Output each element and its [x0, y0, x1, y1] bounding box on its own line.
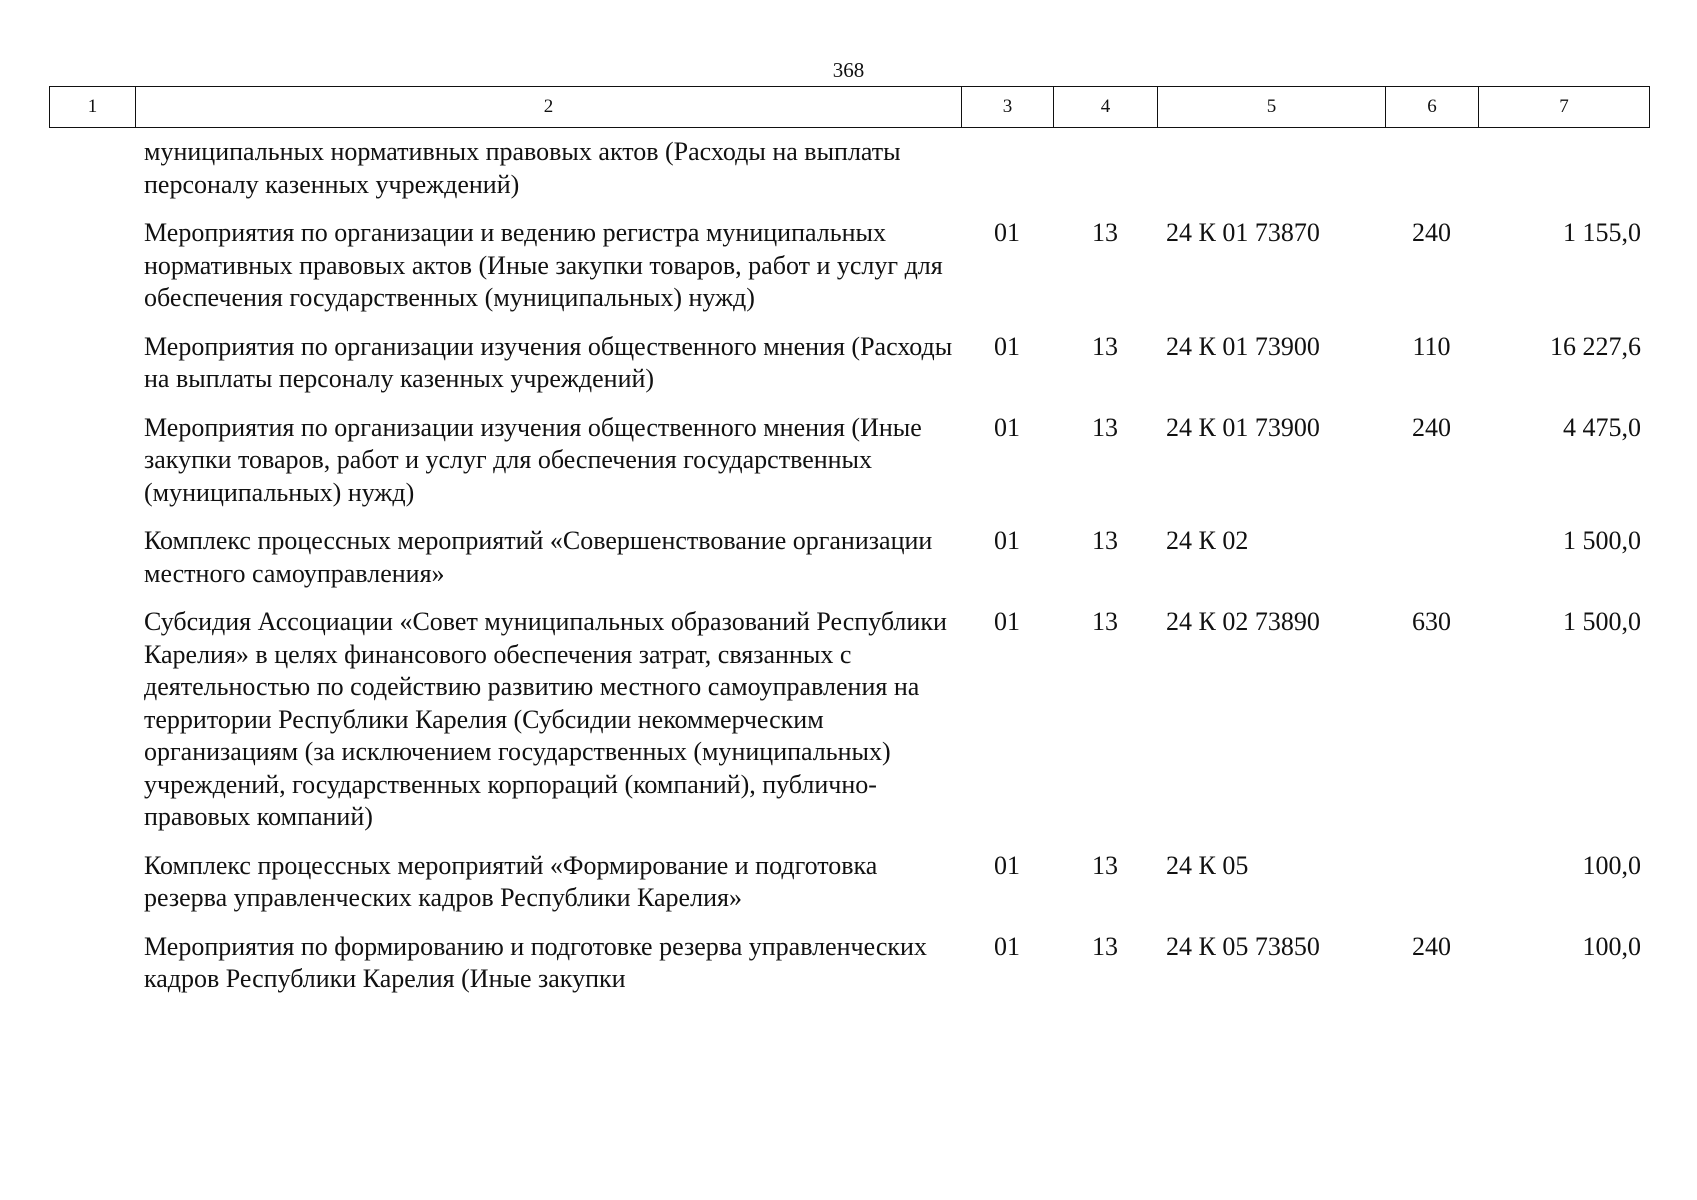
row-description: Мероприятия по формированию и подготовке резерва управленческих кадров Республики Карелия (Иные закупки	[144, 931, 927, 993]
column-header-1: 1	[50, 87, 136, 128]
row-amount: 100,0	[1582, 931, 1641, 961]
table-row	[49, 331, 1649, 396]
row-target-article: 24 К 01 73900	[1166, 412, 1320, 442]
row-amount: 1 500,0	[1563, 607, 1641, 636]
row-target-article	[1157, 136, 1385, 201]
row-description: Мероприятия по организации изучения общественного мнения (Расходы на выплаты персоналу казенных учреждений)	[144, 331, 953, 393]
row-subsection-code: 13	[1092, 526, 1118, 555]
row-subsection-code: 13	[1092, 931, 1118, 961]
row-target-article: 24 К 05 73850	[1166, 931, 1320, 961]
column-header-4: 4	[1054, 87, 1158, 128]
column-header-row	[50, 87, 1650, 128]
row-amount: 1 500,0	[1563, 526, 1641, 555]
row-index-cell	[49, 412, 135, 510]
row-expense-type	[1385, 136, 1478, 201]
row-description: Мероприятия по организации изучения общественного мнения (Иные закупки товаров, работ и услуг для обеспечения государственных (муниципальных) нужд)	[144, 412, 922, 507]
row-description: Субсидия Ассоциации «Совет муниципальных образований Республики Карелия» в целях финансового обеспечения затрат, связанных с деятельностью по содействию развитию местного самоуправления на территории Республики Карелия (Субсидии некоммерческим организациям (за исключением государственных (муниципальных) учреждений, государственных корпораций (компаний), публично-правовых компаний)	[144, 607, 947, 831]
row-index-cell	[49, 136, 135, 201]
row-target-article: 24 К 01 73870	[1166, 218, 1320, 247]
row-section-code: 01	[994, 218, 1020, 247]
row-section-code: 01	[994, 931, 1020, 961]
row-expense-type: 110	[1412, 331, 1451, 361]
row-amount	[1478, 136, 1649, 201]
row-subsection-code: 13	[1092, 850, 1118, 880]
row-subsection-code: 13	[1092, 218, 1118, 247]
row-target-article: 24 К 05	[1166, 850, 1249, 880]
row-description: Комплекс процессных мероприятий «Формирование и подготовка резерва управленческих кадров Республики Карелия»	[144, 850, 878, 912]
row-expense-type: 630	[1412, 607, 1451, 636]
column-header-7: 7	[1479, 87, 1650, 128]
row-expense-type: 240	[1412, 218, 1451, 247]
budget-rows	[49, 136, 1649, 1012]
row-section-code: 01	[994, 850, 1020, 880]
row-target-article: 24 К 02	[1166, 526, 1249, 555]
row-amount: 16 227,6	[1550, 331, 1641, 361]
row-expense-type	[1385, 850, 1478, 915]
column-header-5: 5	[1158, 87, 1386, 128]
row-amount: 4 475,0	[1563, 412, 1641, 442]
row-section-code	[961, 136, 1053, 201]
row-description: муниципальных нормативных правовых актов (Расходы на выплаты персоналу казенных учреждений)	[144, 137, 901, 199]
table-row	[49, 217, 1649, 315]
table-row	[49, 412, 1649, 510]
row-subsection-code	[1053, 136, 1157, 201]
row-section-code: 01	[994, 412, 1020, 442]
table-row	[49, 136, 1649, 201]
row-expense-type: 240	[1412, 931, 1451, 961]
column-header-6: 6	[1386, 87, 1479, 128]
row-target-article: 24 К 02 73890	[1166, 607, 1320, 636]
row-expense-type: 240	[1412, 412, 1451, 442]
row-description: Комплекс процессных мероприятий «Совершенствование организации местного самоуправления»	[144, 526, 933, 588]
row-amount: 1 155,0	[1563, 218, 1641, 247]
table-row	[49, 606, 1649, 834]
row-subsection-code: 13	[1092, 412, 1118, 442]
row-expense-type	[1385, 525, 1478, 590]
table-row	[49, 931, 1649, 996]
row-subsection-code: 13	[1092, 331, 1118, 361]
row-index-cell	[49, 525, 135, 590]
row-section-code: 01	[994, 607, 1020, 636]
column-header-2: 2	[136, 87, 962, 128]
row-index-cell	[49, 217, 135, 315]
column-header-table	[49, 86, 1650, 128]
row-description: Мероприятия по организации и ведению регистра муниципальных нормативных правовых актов (Иные закупки товаров, работ и услуг для обеспечения государственных (муниципальных) нужд)	[144, 218, 943, 312]
row-index-cell	[49, 850, 135, 915]
table-row	[49, 850, 1649, 915]
row-section-code: 01	[994, 526, 1020, 555]
column-header-3: 3	[962, 87, 1054, 128]
row-amount: 100,0	[1582, 850, 1641, 880]
row-subsection-code: 13	[1092, 607, 1118, 636]
row-index-cell	[49, 931, 135, 996]
row-section-code: 01	[994, 331, 1020, 361]
row-index-cell	[49, 331, 135, 396]
table-row	[49, 525, 1649, 590]
row-index-cell	[49, 606, 135, 834]
page-number: 368	[832, 58, 865, 82]
row-target-article: 24 К 01 73900	[1166, 331, 1320, 361]
